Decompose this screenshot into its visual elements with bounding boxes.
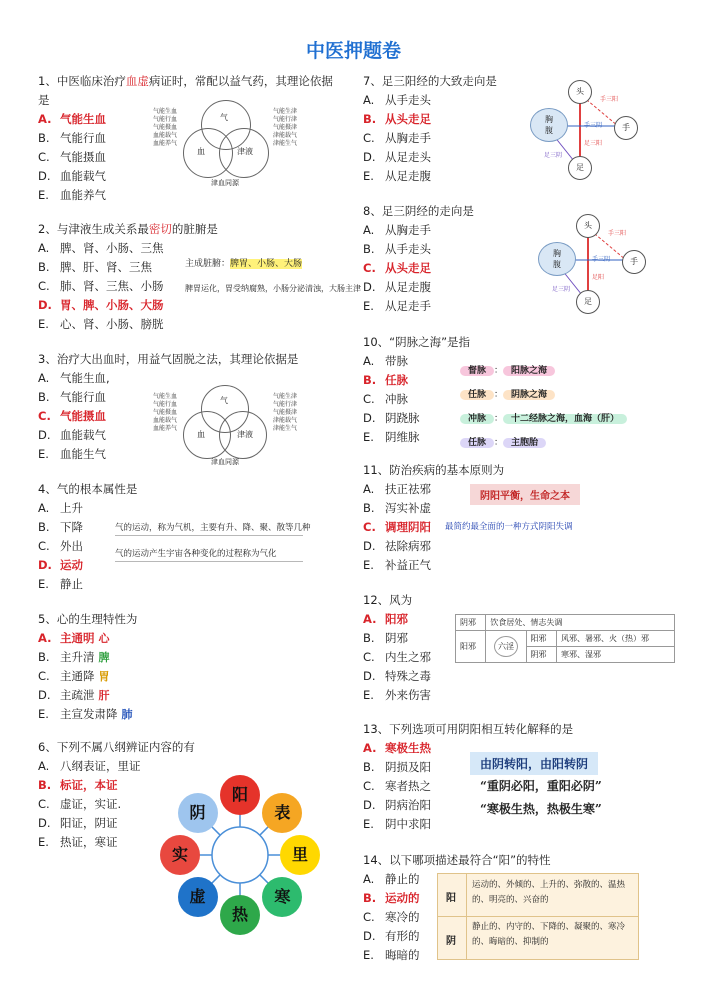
option-letter: A. [38, 759, 50, 773]
option-e [363, 686, 663, 705]
separator: ： [494, 366, 504, 376]
separator: ： [494, 390, 504, 400]
question-stem: 7、足三阳经的大致走向是 [363, 74, 497, 88]
option-text: 从胸走手 [385, 223, 431, 237]
option-letter: E. [38, 188, 49, 202]
xue-label: 血 [197, 147, 205, 156]
option-letter: D. [363, 539, 376, 553]
list-line: 气能摄津 [273, 409, 298, 416]
option-letter: E. [38, 447, 49, 461]
option-text: 特殊之毒 [385, 669, 431, 683]
meridian-desc: 阳脉之海 [503, 366, 555, 376]
option-text: 从头走足 [385, 261, 431, 275]
bottom-label: 津血同源 [211, 179, 239, 187]
option-letter: C. [38, 797, 50, 811]
note-q11-1: 阴阳平衡，生命之本 [470, 484, 580, 505]
note-q13-2: “重阴必阳，重阳必阴” [480, 779, 602, 793]
option-letter: C. [38, 409, 51, 423]
organ-icon: 肺 [121, 708, 133, 721]
option-letter: B. [363, 373, 377, 387]
option-letter: D. [363, 280, 376, 294]
wheel-node: 虚 [178, 877, 218, 917]
yin-yang-table [437, 873, 639, 960]
left-list [153, 393, 177, 433]
list-line: 血能载气 [153, 417, 178, 424]
wheel-node: 实 [160, 835, 200, 875]
option-e [38, 575, 338, 594]
option-letter: D. [363, 798, 376, 812]
cell-yin-label: 阴邪 [526, 647, 556, 663]
option-text: 阴病治阳 [385, 798, 431, 812]
option-letter: A. [38, 631, 52, 645]
list-line: 血能载气 [153, 132, 178, 139]
meridian-name: 冲脉 [460, 414, 494, 424]
option-letter: B. [38, 520, 50, 534]
question-stem: 8、足三阴经的走向是 [363, 204, 474, 218]
option-letter: C. [38, 150, 50, 164]
list-line: 气能行血 [153, 116, 178, 123]
list-line: 血能养气 [153, 425, 178, 432]
meridian-name: 督脉 [460, 366, 494, 376]
wheel-node: 阳 [220, 775, 260, 815]
option-e [38, 315, 338, 334]
option-letter: C. [363, 261, 376, 275]
liu-yin-circle: 六淫 [494, 636, 518, 657]
option-text: 寒者热之 [385, 779, 431, 793]
option-text: 祛除病邪 [385, 539, 431, 553]
separator: ： [494, 414, 504, 424]
wheel-node: 阴 [178, 793, 218, 833]
qi-label: 气 [220, 113, 228, 122]
label-shou-san-yin: 手三阴 [584, 122, 603, 129]
question-stem: 11、防治疾病的基本原则为 [363, 463, 505, 477]
option-text: 气能生血, [60, 371, 110, 385]
wheel-node: 表 [262, 793, 302, 833]
question-stem: 10、“阴脉之海”是指 [363, 335, 471, 349]
list-line: 气能行津 [273, 116, 298, 123]
option-text: 主疏泄 [60, 688, 95, 702]
option-text: 肺、肾、三焦、小肠 [60, 279, 164, 293]
organ-icon: 胃 [98, 670, 110, 683]
question-2 [38, 220, 338, 334]
hand-node: 手 [614, 116, 638, 140]
question-stem: 5、心的生理特性为 [38, 612, 138, 626]
meridian-note [460, 358, 555, 379]
option-text: 静止 [60, 577, 83, 591]
option-text: 血能养气 [60, 188, 106, 202]
meridian-notes [460, 358, 660, 453]
question-stem: 2、与津液生成关系最密切的脏腑是 [38, 222, 218, 236]
option-text: 上升 [60, 501, 83, 515]
option-d [38, 296, 338, 315]
meridian-diagram-q7 [530, 80, 650, 180]
option-letter: B. [363, 891, 377, 905]
list-line: 气能摄血 [153, 409, 178, 416]
cell-yang-xie: 阳邪 [456, 631, 486, 663]
divider [438, 916, 638, 917]
option-letter: C. [38, 539, 50, 553]
question-4 [38, 480, 338, 594]
option-text: 内生之邪 [385, 650, 431, 664]
option-letter: C. [38, 279, 50, 293]
option-text: 血能生气 [60, 447, 106, 461]
option-c [38, 667, 338, 686]
option-text: 主通明 [60, 631, 95, 645]
option-text: 寒冷的 [385, 910, 420, 924]
meridian-name: 任脉 [460, 390, 494, 400]
option-text: 气能生血 [60, 112, 106, 126]
option-letter: B. [38, 390, 50, 404]
option-letter: A. [363, 93, 375, 107]
option-text: 调理阴阳 [385, 520, 431, 534]
head-node: 头 [568, 80, 592, 104]
option-text: 脾、肾、小肠、三焦 [60, 241, 164, 255]
note-q13-3: “寒极生热，热极生寒” [480, 802, 602, 816]
option-text: 气能摄血 [60, 409, 106, 423]
option-text: 带脉 [385, 354, 408, 368]
option-letter: B. [38, 260, 50, 274]
divider [115, 535, 303, 536]
option-letter: E. [38, 707, 49, 721]
list-line: 津能生气 [273, 425, 298, 432]
label-zu-san-yang: 足三阳 [584, 140, 603, 147]
note-q2-2: 脾胃运化，胃受纳腐熟，小肠分泌清浊，大肠主津 [185, 284, 361, 293]
option-letter: B. [38, 778, 52, 792]
wheel-node: 热 [220, 895, 260, 935]
option-text: 胃、脾、小肠、大肠 [60, 298, 164, 312]
option-letter: C. [363, 650, 375, 664]
option-letter: A. [38, 112, 52, 126]
option-letter: B. [363, 112, 377, 126]
cell-yang-label: 阳邪 [526, 631, 556, 647]
question-stem: 3、治疗大出血时，用益气固脱之法，其理论依据是 [38, 352, 299, 366]
option-text: 扶正祛邪 [385, 482, 431, 496]
option-letter: E. [363, 948, 374, 962]
note-q4-2: 气的运动产生宇宙各种变化的过程称为气化 [115, 549, 277, 559]
note-q4-1: 气的运动，称为气机，主要有升、降、聚、散等几种 [115, 523, 311, 533]
list-line: 气能行津 [273, 401, 298, 408]
jin-label: 津液 [237, 430, 253, 439]
note-q13-1: 由阴转阳，由阳转阴 [470, 752, 598, 775]
label-zu-yang: 足阳 [592, 274, 605, 281]
option-letter: D. [38, 558, 52, 572]
option-letter: A. [38, 501, 50, 515]
divider [115, 561, 303, 562]
list-line: 血能养气 [153, 140, 178, 147]
xue-label: 血 [197, 430, 205, 439]
option-text: 脾、肝、肾、三焦 [60, 260, 152, 274]
meridian-desc: 阴脉之海 [503, 390, 555, 400]
cell-yang-values: 风邪、暑邪、火（热）邪 [556, 631, 674, 647]
question-stem: 4、气的根本属性是 [38, 482, 138, 496]
option-text: 晦暗的 [385, 948, 420, 962]
hand-node: 手 [622, 250, 646, 274]
note-q11-2: 最简约最全面的一种方式阴阳失调 [445, 522, 573, 532]
option-text: 阳证，阴证 [60, 816, 118, 830]
option-letter: E. [363, 169, 374, 183]
option-text: 从手走头 [385, 242, 431, 256]
venn-diagram-q1 [153, 100, 353, 190]
option-letter: B. [38, 131, 50, 145]
option-letter: A. [363, 354, 375, 368]
option-text: 阴邪 [385, 631, 408, 645]
option-text: 气能行血 [60, 131, 106, 145]
label-shou-san-yang: 手三阳 [600, 96, 619, 103]
option-text: 下降 [60, 520, 83, 534]
meridian-diagram-q8 [538, 214, 658, 314]
question-stem: 14、以下哪项描述最符合“阳”的特性 [363, 853, 551, 867]
option-text: 有形的 [385, 929, 420, 943]
option-letter: E. [38, 835, 49, 849]
option-text: 标证，本证 [60, 778, 118, 792]
option-letter: D. [363, 929, 376, 943]
option-letter: B. [363, 242, 375, 256]
organ-icon: 脾 [98, 651, 110, 664]
note-q2-1: 主成脏腑：脾胃、小肠、大肠 [185, 259, 303, 269]
option-text: 虚证，实证. [60, 797, 122, 811]
option-text: 从手走头 [385, 93, 431, 107]
option-letter: E. [363, 430, 374, 444]
left-list [153, 108, 177, 148]
option-text: 冲脉 [385, 392, 408, 406]
question-11 [363, 461, 663, 575]
foot-node: 足 [576, 290, 600, 314]
foot-node: 足 [568, 156, 592, 180]
option-text: 泻实补虚 [385, 501, 431, 515]
cell-internal-causes: 饮食居处、情志失调 [486, 615, 675, 631]
option-text: 血能载气 [60, 169, 106, 183]
meridian-note [460, 406, 627, 427]
option-letter: D. [363, 411, 376, 425]
question-stem: 12、风为 [363, 593, 413, 607]
meridian-note [460, 430, 546, 451]
option-a [38, 757, 338, 776]
option-text: 从足走腹 [385, 280, 431, 294]
option-text: 阴中求阳 [385, 817, 431, 831]
yin-label: 阴 [446, 936, 456, 947]
option-letter: C. [363, 910, 375, 924]
option-text: 从头走足 [385, 112, 431, 126]
option-text: 寒极生热 [385, 741, 431, 755]
option-letter: A. [363, 872, 375, 886]
six-excesses-table [455, 614, 675, 663]
wheel-node: 里 [280, 835, 320, 875]
option-d [363, 537, 663, 556]
question-stem: 1、中医临床治疗血虚病证时，常配以益气药，其理论依据是 [38, 74, 333, 107]
meridian-name: 任脉 [460, 438, 494, 448]
option-text: 从足走腹 [385, 169, 431, 183]
option-text: 气能行血 [60, 390, 106, 404]
list-line: 气能摄血 [153, 124, 178, 131]
option-text: 运动的 [385, 891, 420, 905]
organ-icon: 肝 [98, 689, 110, 702]
option-letter: A. [363, 223, 375, 237]
option-letter: C. [363, 520, 376, 534]
option-b [38, 648, 338, 667]
option-text: 阴维脉 [385, 430, 420, 444]
cell-center [486, 631, 526, 663]
label-shou-san-yin: 手三阴 [592, 256, 611, 263]
chest-abdomen-node: 胸 腹 [530, 108, 568, 142]
option-letter: B. [363, 501, 375, 515]
option-letter: E. [363, 688, 374, 702]
option-text: 外来伤害 [385, 688, 431, 702]
option-text: 运动 [60, 558, 83, 572]
option-letter: D. [363, 669, 376, 683]
eight-principles-wheel [150, 775, 330, 935]
option-letter: E. [38, 317, 49, 331]
separator: ： [494, 438, 504, 448]
list-line: 气能生津 [273, 393, 298, 400]
option-text: 八纲表证，里证 [60, 759, 141, 773]
meridian-desc: 主胞胎 [503, 438, 546, 448]
option-letter: A. [38, 371, 50, 385]
option-text: 阳邪 [385, 612, 408, 626]
list-line: 津能载气 [273, 417, 298, 424]
option-letter: D. [38, 816, 51, 830]
option-text: 静止的 [385, 872, 420, 886]
right-list [273, 393, 297, 433]
option-text: 阴跷脉 [385, 411, 420, 425]
head-node: 头 [576, 214, 600, 238]
option-d [38, 686, 338, 705]
yin-description: 静止的、内守的、下降的、凝聚的、寒冷的、晦暗的、抑制的 [472, 922, 626, 947]
option-text: 补益正气 [385, 558, 431, 572]
option-d [363, 667, 663, 686]
option-text: 主通降 [60, 669, 95, 683]
option-letter: B. [38, 650, 50, 664]
venn-diagram-q3 [153, 385, 353, 465]
question-5 [38, 610, 338, 724]
option-letter: A. [363, 612, 377, 626]
cell-yin-xie: 阴邪 [456, 615, 486, 631]
option-text: 阴损及阳 [385, 760, 431, 774]
option-e [38, 705, 338, 724]
chest-abdomen-node: 胸 腹 [538, 242, 576, 276]
list-line: 津能载气 [273, 132, 298, 139]
option-letter: D. [38, 428, 51, 442]
option-letter: A. [363, 741, 377, 755]
option-text: 热证，寒证 [60, 835, 118, 849]
option-text: 心、肾、小肠、膀胱 [60, 317, 164, 331]
option-text: 主升清 [60, 650, 95, 664]
list-line: 气能摄津 [273, 124, 298, 131]
label-zu-san-yin: 足三阴 [552, 286, 571, 293]
label-shou-san-yang: 手三阳 [608, 230, 627, 237]
yang-label: 阳 [446, 893, 456, 904]
yang-description: 运动的、外倾的、上升的、弥散的、温热的、明亮的、兴奋的 [472, 880, 626, 905]
option-text: 从胸走手 [385, 131, 431, 145]
option-letter: C. [363, 779, 375, 793]
option-e [363, 556, 663, 575]
question-stem: 6、下列不属八纲辨证内容的有 [38, 740, 195, 754]
bottom-label: 津血同源 [211, 458, 239, 466]
label-zu-san-yin: 足三阴 [544, 152, 563, 159]
meridian-desc: 十二经脉之海，血海（肝） [503, 414, 627, 424]
list-line: 津能生气 [273, 140, 298, 147]
option-text: 任脉 [385, 373, 408, 387]
option-letter: C. [363, 131, 375, 145]
option-letter: E. [38, 577, 49, 591]
option-letter: D. [38, 298, 52, 312]
wheel-node: 寒 [262, 877, 302, 917]
option-text: 主宣发肃降 [60, 707, 118, 721]
list-line: 气能生津 [273, 108, 298, 115]
option-text: 从足走头 [385, 150, 431, 164]
organ-icon: 心 [98, 632, 110, 645]
list-line: 气能生血 [153, 393, 178, 400]
right-list [273, 108, 297, 148]
option-letter: D. [363, 150, 376, 164]
option-letter: D. [38, 688, 51, 702]
option-letter: B. [363, 760, 375, 774]
list-line: 气能行血 [153, 401, 178, 408]
option-text: 血能载气 [60, 428, 106, 442]
option-letter: E. [363, 558, 374, 572]
list-line: 气能生血 [153, 108, 178, 115]
option-letter: D. [38, 169, 51, 183]
option-text: 从足走手 [385, 299, 431, 313]
option-e [363, 815, 663, 834]
meridian-note [460, 382, 555, 403]
option-a [38, 629, 338, 648]
cell-yin-values: 寒邪、湿邪 [556, 647, 674, 663]
question-stem: 13、下列选项可用阴阳相互转化解释的是 [363, 722, 574, 736]
page-title: 中医押题卷 [305, 40, 401, 62]
option-letter: A. [38, 241, 50, 255]
option-letter: E. [363, 817, 374, 831]
option-letter: C. [38, 669, 50, 683]
option-text: 气能摄血 [60, 150, 106, 164]
option-letter: B. [363, 631, 375, 645]
option-letter: A. [363, 482, 375, 496]
option-letter: E. [363, 299, 374, 313]
option-letter: C. [363, 392, 375, 406]
qi-label: 气 [220, 396, 228, 405]
jin-label: 津液 [237, 147, 253, 156]
option-a [38, 499, 338, 518]
option-text: 外出 [60, 539, 83, 553]
